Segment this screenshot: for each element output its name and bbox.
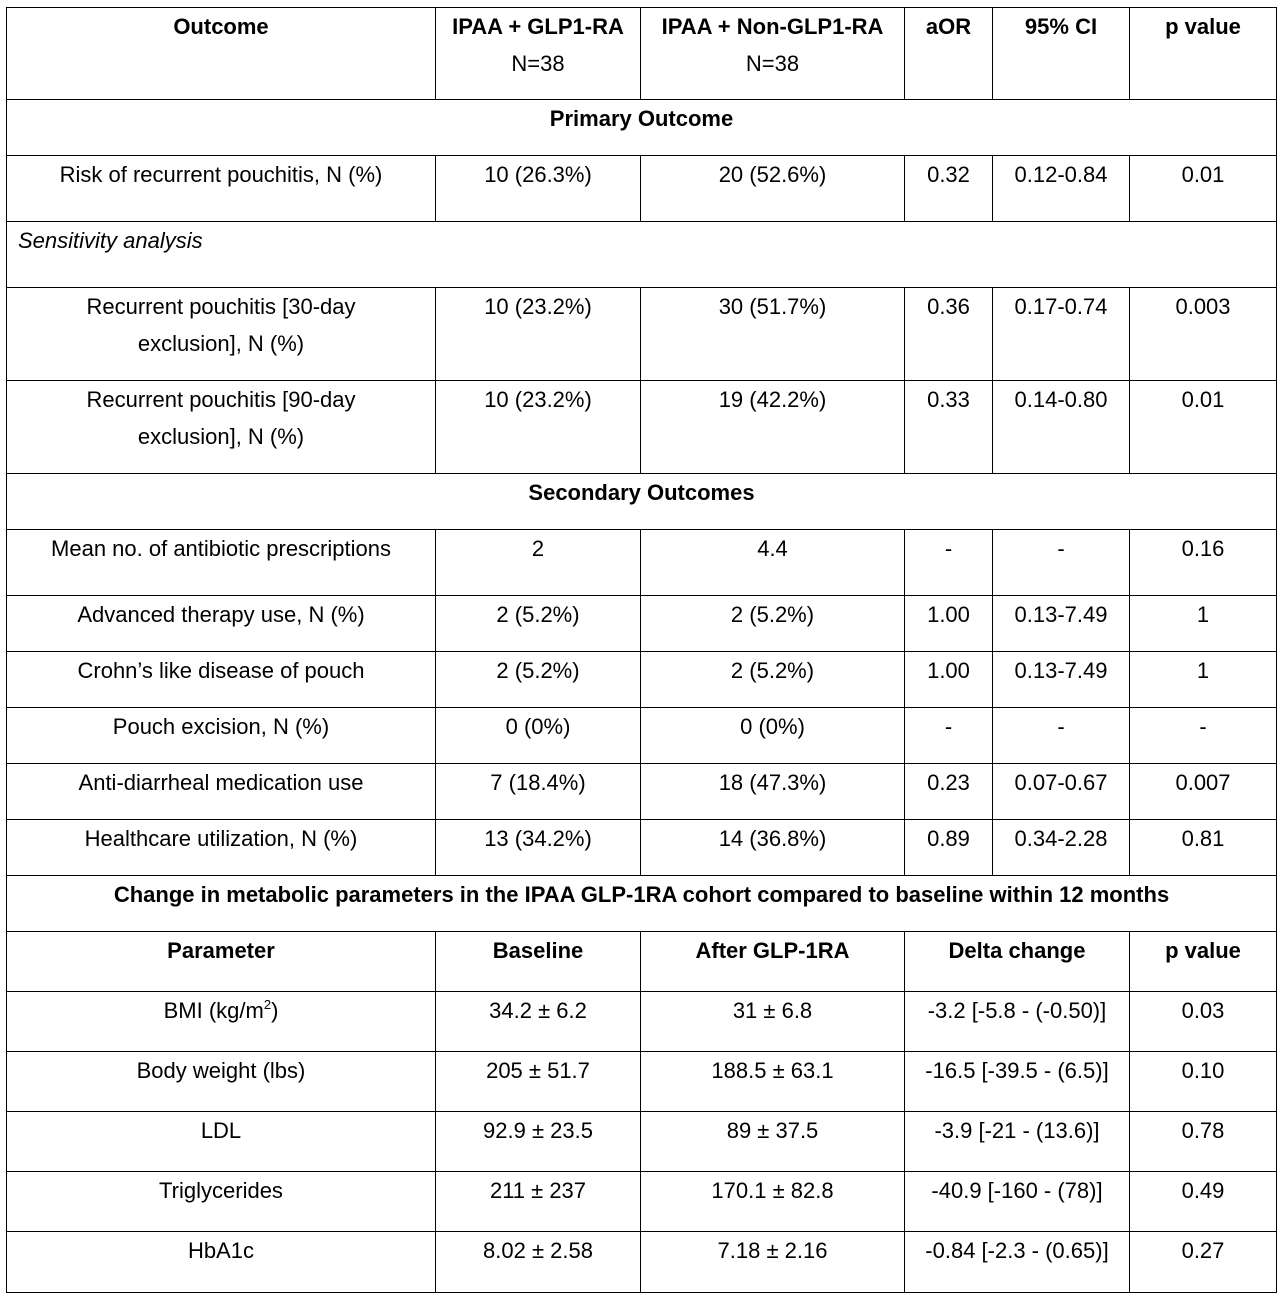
cell-outcome-line1: Recurrent pouchitis [90-day bbox=[86, 387, 356, 412]
cell-ci: 0.13-7.49 bbox=[993, 652, 1130, 708]
cell-aor: - bbox=[905, 530, 993, 596]
cell-ci: 0.17-0.74 bbox=[993, 288, 1130, 381]
cell-outcome-line2: exclusion], N (%) bbox=[137, 424, 305, 449]
table-row bbox=[7, 1232, 1277, 1293]
cell-p: 0.78 bbox=[1130, 1112, 1277, 1172]
cell-ci: 0.14-0.80 bbox=[993, 381, 1130, 474]
cell-ci: 0.13-7.49 bbox=[993, 596, 1130, 652]
results-table bbox=[6, 7, 1277, 1293]
table-row bbox=[7, 530, 1277, 596]
cell-aor: - bbox=[905, 708, 993, 764]
cell-p: 0.81 bbox=[1130, 820, 1277, 876]
cell-p: 0.01 bbox=[1130, 156, 1277, 222]
cell-parameter-text: BMI (kg/m bbox=[163, 998, 264, 1023]
table-row bbox=[7, 381, 1277, 474]
table-header-row bbox=[7, 8, 1277, 100]
header-group2-n: N=38 bbox=[745, 51, 800, 76]
cell-group1: 2 (5.2%) bbox=[436, 652, 641, 708]
cell-parameter-tail: ) bbox=[271, 998, 279, 1023]
cell-aor: 0.33 bbox=[905, 381, 993, 474]
cell-parameter: LDL bbox=[7, 1112, 436, 1172]
cell-p: 1 bbox=[1130, 652, 1277, 708]
cell-outcome: Crohn’s like disease of pouch bbox=[7, 652, 436, 708]
cell-p: 0.007 bbox=[1130, 764, 1277, 820]
cell-group1: 7 (18.4%) bbox=[436, 764, 641, 820]
cell-p: 1 bbox=[1130, 596, 1277, 652]
cell-aor: 1.00 bbox=[905, 652, 993, 708]
cell-group2: 2 (5.2%) bbox=[641, 652, 905, 708]
cell-delta: -0.84 [-2.3 - (0.65)] bbox=[905, 1232, 1130, 1293]
cell-group1: 2 bbox=[436, 530, 641, 596]
cell-outcome-line2: exclusion], N (%) bbox=[137, 331, 305, 356]
cell-group1: 13 (34.2%) bbox=[436, 820, 641, 876]
section-row-sensitivity bbox=[7, 222, 1277, 288]
cell-p: 0.003 bbox=[1130, 288, 1277, 381]
cell-group2: 19 (42.2%) bbox=[641, 381, 905, 474]
cell-outcome: Pouch excision, N (%) bbox=[7, 708, 436, 764]
cell-ci: - bbox=[993, 530, 1130, 596]
cell-p: 0.16 bbox=[1130, 530, 1277, 596]
cell-parameter: HbA1c bbox=[7, 1232, 436, 1293]
cell-parameter-sup: 2 bbox=[263, 997, 272, 1012]
section-title-primary: Primary Outcome bbox=[7, 100, 1277, 156]
section-row-secondary bbox=[7, 474, 1277, 530]
cell-group1: 10 (23.2%) bbox=[436, 381, 641, 474]
cell-p: 0.10 bbox=[1130, 1052, 1277, 1112]
cell-aor: 1.00 bbox=[905, 596, 993, 652]
table-row bbox=[7, 596, 1277, 652]
cell-parameter: Body weight (lbs) bbox=[7, 1052, 436, 1112]
cell-group1: 2 (5.2%) bbox=[436, 596, 641, 652]
cell-ci: 0.34-2.28 bbox=[993, 820, 1130, 876]
cell-baseline: 34.2 ± 6.2 bbox=[436, 992, 641, 1052]
cell-outcome: Risk of recurrent pouchitis, N (%) bbox=[7, 156, 436, 222]
cell-p: - bbox=[1130, 708, 1277, 764]
header-group2-label: IPAA + Non-GLP1-RA bbox=[661, 14, 884, 39]
cell-parameter: Triglycerides bbox=[7, 1172, 436, 1232]
metabolic-header-after: After GLP-1RA bbox=[641, 932, 905, 992]
cell-p: 0.03 bbox=[1130, 992, 1277, 1052]
cell-p: 0.27 bbox=[1130, 1232, 1277, 1293]
cell-after: 7.18 ± 2.16 bbox=[641, 1232, 905, 1293]
cell-outcome bbox=[7, 381, 436, 474]
header-outcome: Outcome bbox=[7, 8, 436, 100]
section-title-secondary: Secondary Outcomes bbox=[7, 474, 1277, 530]
cell-baseline: 205 ± 51.7 bbox=[436, 1052, 641, 1112]
cell-delta: -3.2 [-5.8 - (-0.50)] bbox=[905, 992, 1130, 1052]
cell-baseline: 8.02 ± 2.58 bbox=[436, 1232, 641, 1293]
cell-after: 170.1 ± 82.8 bbox=[641, 1172, 905, 1232]
metabolic-header-p: p value bbox=[1130, 932, 1277, 992]
cell-ci: 0.07-0.67 bbox=[993, 764, 1130, 820]
cell-group2: 0 (0%) bbox=[641, 708, 905, 764]
cell-parameter bbox=[7, 992, 436, 1052]
cell-p: 0.49 bbox=[1130, 1172, 1277, 1232]
cell-aor: 0.32 bbox=[905, 156, 993, 222]
metabolic-header-param: Parameter bbox=[7, 932, 436, 992]
cell-group2: 4.4 bbox=[641, 530, 905, 596]
cell-after: 31 ± 6.8 bbox=[641, 992, 905, 1052]
cell-outcome: Anti-diarrheal medication use bbox=[7, 764, 436, 820]
cell-group1: 0 (0%) bbox=[436, 708, 641, 764]
header-group1 bbox=[436, 8, 641, 100]
table-row bbox=[7, 764, 1277, 820]
table-row bbox=[7, 1052, 1277, 1112]
cell-group1: 10 (23.2%) bbox=[436, 288, 641, 381]
table-row bbox=[7, 1172, 1277, 1232]
cell-p: 0.01 bbox=[1130, 381, 1277, 474]
cell-ci: 0.12-0.84 bbox=[993, 156, 1130, 222]
metabolic-header-delta: Delta change bbox=[905, 932, 1130, 992]
header-group2 bbox=[641, 8, 905, 100]
metabolic-header-baseline: Baseline bbox=[436, 932, 641, 992]
cell-group2: 18 (47.3%) bbox=[641, 764, 905, 820]
table-row bbox=[7, 652, 1277, 708]
cell-group2: 2 (5.2%) bbox=[641, 596, 905, 652]
cell-baseline: 211 ± 237 bbox=[436, 1172, 641, 1232]
cell-outcome: Healthcare utilization, N (%) bbox=[7, 820, 436, 876]
header-group1-label: IPAA + GLP1-RA bbox=[452, 14, 624, 39]
cell-delta: -16.5 [-39.5 - (6.5)] bbox=[905, 1052, 1130, 1112]
table-row bbox=[7, 156, 1277, 222]
table-row bbox=[7, 288, 1277, 381]
cell-aor: 0.36 bbox=[905, 288, 993, 381]
cell-outcome bbox=[7, 288, 436, 381]
cell-delta: -40.9 [-160 - (78)] bbox=[905, 1172, 1130, 1232]
cell-outcome: Mean no. of antibiotic prescriptions bbox=[7, 530, 436, 596]
cell-after: 89 ± 37.5 bbox=[641, 1112, 905, 1172]
cell-group2: 20 (52.6%) bbox=[641, 156, 905, 222]
cell-outcome: Advanced therapy use, N (%) bbox=[7, 596, 436, 652]
table-row bbox=[7, 708, 1277, 764]
cell-group2: 14 (36.8%) bbox=[641, 820, 905, 876]
table-row bbox=[7, 820, 1277, 876]
metabolic-header-row bbox=[7, 932, 1277, 992]
table-row bbox=[7, 992, 1277, 1052]
cell-delta: -3.9 [-21 - (13.6)] bbox=[905, 1112, 1130, 1172]
header-p: p value bbox=[1130, 8, 1277, 100]
section-row-primary bbox=[7, 100, 1277, 156]
cell-aor: 0.89 bbox=[905, 820, 993, 876]
cell-ci: - bbox=[993, 708, 1130, 764]
header-ci: 95% CI bbox=[993, 8, 1130, 100]
cell-outcome-line1: Recurrent pouchitis [30-day bbox=[86, 294, 356, 319]
header-aor: aOR bbox=[905, 8, 993, 100]
table-row bbox=[7, 1112, 1277, 1172]
cell-aor: 0.23 bbox=[905, 764, 993, 820]
cell-baseline: 92.9 ± 23.5 bbox=[436, 1112, 641, 1172]
cell-after: 188.5 ± 63.1 bbox=[641, 1052, 905, 1112]
header-group1-n: N=38 bbox=[511, 51, 565, 76]
section-row-metabolic bbox=[7, 876, 1277, 932]
cell-group2: 30 (51.7%) bbox=[641, 288, 905, 381]
section-title-metabolic: Change in metabolic parameters in the IPAA GLP-1RA cohort compared to baseline within 12 months bbox=[7, 876, 1277, 932]
section-title-sensitivity: Sensitivity analysis bbox=[7, 222, 1277, 288]
cell-group1: 10 (26.3%) bbox=[436, 156, 641, 222]
